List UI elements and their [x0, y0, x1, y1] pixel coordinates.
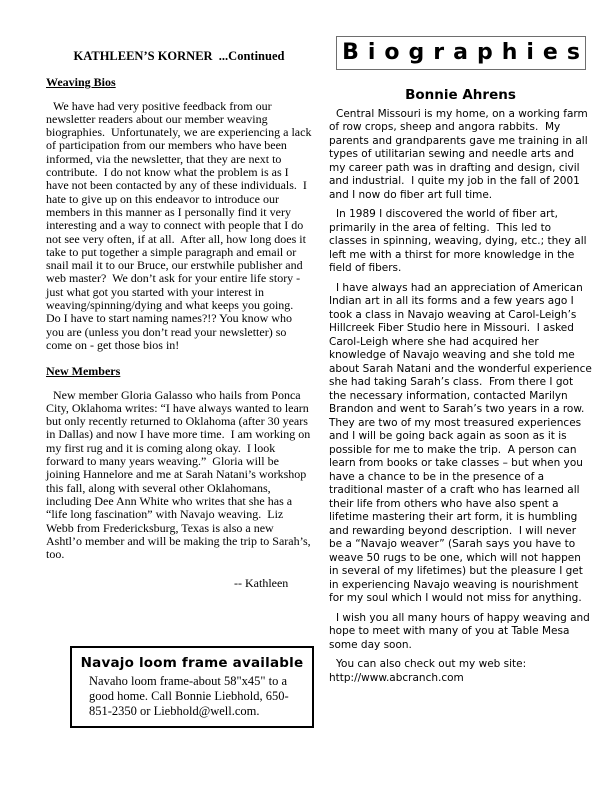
- bio-paragraph-1: Central Missouri is my home, on a working farm of row crops, sheep and angora rabbits. My parents and grandparents gave me training in all types of utilitarian sewing and needle arts and my career path was in drafting and design, civil and industrial. I quite my job in the fall of 2001 and I now do fiber art full time.: [329, 107, 592, 201]
- biographies-banner: Biographies: [336, 36, 586, 70]
- left-column: [46, 49, 315, 591]
- new-members-paragraph: New member Gloria Galasso who hails from Ponca City, Oklahoma writes: “I have always wanted to learn but only recently returned to Oklahoma (after 30 years in Dallas) and now I have more time. I am working on my first rug and it is coming along okay. I look forward to many years weaving.” Gloria will be joining Hannelore and me at Sarah Natani’s workshop this fall, along with several other Oklahomans, including Dee Ann White who writes that she has a “life long fascination” with Navajo weaving. Liz Webb from Fredericksburg, Texas is also a new Ashtl’o member and will be making the trip to Sarah’s, too.: [46, 387, 314, 562]
- weaving-bios-heading: Weaving Bios: [46, 75, 116, 90]
- bio-name-heading: Bonnie Ahrens: [405, 87, 516, 103]
- right-column: [329, 36, 596, 691]
- loom-ad-title: Navajo loom frame available: [80, 655, 304, 671]
- kathleen-signature: -- Kathleen: [234, 576, 289, 591]
- bio-paragraph-3: I have always had an appreciation of American Indian art in all its forms and a few years ago I took a class in Navajo weaving at Carol-Leigh’s Hillcreek Fiber Studio here in Missouri. I asked Carol-Leigh where she had acquired her knowledge of Navajo weaving and she told me about Sarah Natani and the wonderful experience she had taking Sarah’s class. From there I got the necessary information, contacted Marilyn Brandon and went to Sarah’s two years in a row. They are two of my most treasured experiences and I will be going back again as soon as it is possible for me to make the trip. A person can learn from books or take classes – but when you have a chance to be in the presence of a traditional master of a craft who has learned all their life from others who have also spent a lifetime mastering their art form, it is humbling and rewarding beyond description. I will never be a “Navajo weaver” (Sarah says you have to weave 50 rugs to be one, which will not happen in several of my lifetimes) but the pleasure I get in experiencing Navajo weaving is nourishment for my soul which I would not miss for anything.: [329, 281, 596, 604]
- loom-ad-body: Navaho loom frame-about 58"x45" to a good home. Call Bonnie Liebhold, 650-851-2350 or Liebhold@well.com.: [89, 674, 289, 718]
- weaving-bios-paragraph: We have had very positive feedback from our newsletter readers about our member weaving biographies. Unfortunately, we are experiencing a lack of participation from our members who have been informed, via the newsletter, that they are next to contribute. I do not know what the problem is as I have not been contacted by any of these individuals. I hate to give up on this endeavor to introduce our members in this manner as I personally find it very interesting and a way to connect with people that I do not see very often, if at all. After all, how long does it take to put together a simple paragraph and email or snail mail it to our Bruce, our erstwhile publisher and web master? We don’t ask for your entire life story - just what got you started with your interest in weaving/spinning/dying and what keeps you going. Do I have to start naming names?!? You know who you are (unless you don’t read your newsletter) so come on - get those bios in!: [46, 98, 315, 352]
- bio-paragraph-4: I wish you all many hours of happy weaving and hope to meet with many of you at Table Mesa some day soon.: [329, 611, 594, 651]
- kathleens-korner-title: KATHLEEN’S KORNER ...Continued: [73, 49, 285, 63]
- bio-paragraph-5: You can also check out my web site: http://www.abcranch.com: [329, 658, 530, 684]
- loom-ad-box: [70, 646, 314, 728]
- new-members-heading: New Members: [46, 364, 121, 379]
- bio-paragraph-2: In 1989 I discovered the world of fiber art, primarily in the area of felting. This led to classes in spinning, weaving, dying, etc.; they all left me with a thirst for more knowledge in the field of fibers.: [329, 208, 590, 274]
